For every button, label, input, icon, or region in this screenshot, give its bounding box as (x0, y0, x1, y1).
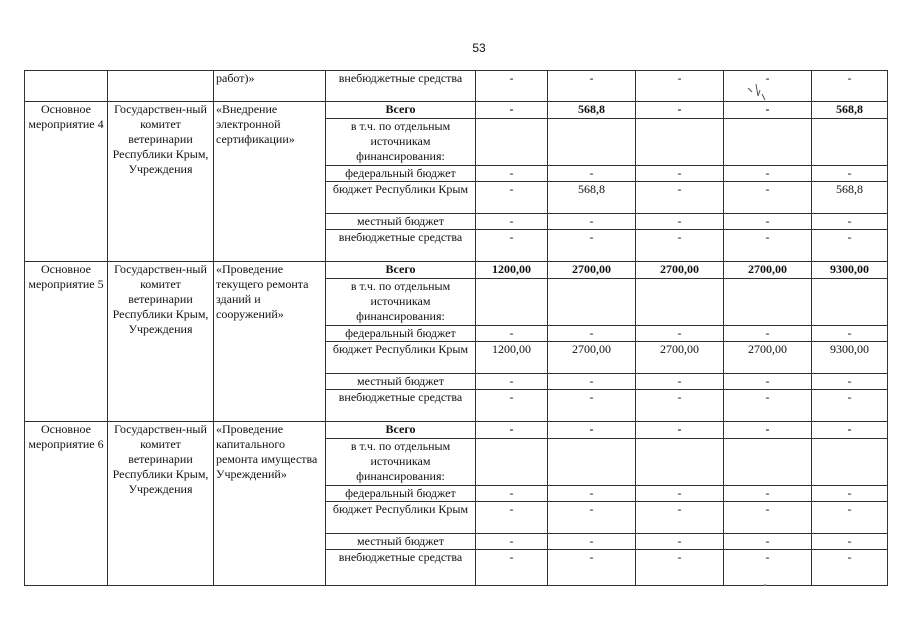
measure-cell: «Внедрение электронной сертификации» (214, 102, 326, 262)
funding-source-cell: Всего (326, 262, 476, 279)
value-cell: - (724, 214, 812, 230)
measure-cell: «Проведение текущего ремонта зданий и сооружений» (214, 262, 326, 422)
value-cell: - (812, 374, 888, 390)
funding-source-cell: федеральный бюджет (326, 486, 476, 502)
executor-cell (108, 71, 214, 102)
value-cell: - (636, 102, 724, 119)
funding-source-cell: внебюджетные средства (326, 550, 476, 586)
value-cell: 1200,00 (476, 262, 548, 279)
funding-source-cell: внебюджетные средства (326, 230, 476, 262)
value-cell: - (476, 374, 548, 390)
value-cell: - (636, 550, 724, 586)
value-cell: - (724, 534, 812, 550)
value-cell: - (724, 550, 812, 586)
value-cell: - (548, 534, 636, 550)
value-cell: - (724, 102, 812, 119)
value-cell: 2700,00 (636, 342, 724, 374)
value-cell: - (812, 502, 888, 534)
value-cell: - (636, 390, 724, 422)
value-cell: - (548, 326, 636, 342)
activity-cell: Основное мероприятие 6 (25, 422, 108, 586)
value-cell: 568,8 (548, 102, 636, 119)
value-cell (812, 279, 888, 326)
value-cell: - (724, 182, 812, 214)
funding-source-cell: федеральный бюджет (326, 166, 476, 182)
value-cell (724, 439, 812, 486)
value-cell (724, 279, 812, 326)
funding-source-cell: в т.ч. по отдельным источникам финансирования: (326, 279, 476, 326)
value-cell: - (812, 214, 888, 230)
value-cell: - (636, 166, 724, 182)
value-cell (812, 439, 888, 486)
value-cell: - (476, 486, 548, 502)
value-cell: - (476, 102, 548, 119)
executor-cell: Государствен-ный комитет ветеринарии Республики Крым, Учреждения (108, 262, 214, 422)
value-cell: - (724, 71, 812, 102)
budget-table (24, 70, 888, 586)
value-cell: - (476, 502, 548, 534)
value-cell: - (724, 502, 812, 534)
page-number: 53 (472, 41, 486, 55)
value-cell: - (812, 486, 888, 502)
executor-cell: Государствен-ный комитет ветеринарии Республики Крым, Учреждения (108, 422, 214, 586)
value-cell: 568,8 (812, 102, 888, 119)
funding-source-cell: местный бюджет (326, 374, 476, 390)
activity-cell (25, 71, 108, 102)
value-cell (548, 439, 636, 486)
value-cell: - (724, 390, 812, 422)
value-cell: - (812, 166, 888, 182)
value-cell: - (476, 390, 548, 422)
value-cell: - (476, 422, 548, 439)
value-cell: - (548, 230, 636, 262)
value-cell: - (636, 230, 724, 262)
value-cell: 9300,00 (812, 262, 888, 279)
activity-cell: Основное мероприятие 4 (25, 102, 108, 262)
value-cell: - (636, 214, 724, 230)
value-cell: - (636, 422, 724, 439)
value-cell: - (476, 166, 548, 182)
value-cell: - (548, 390, 636, 422)
value-cell: - (636, 534, 724, 550)
value-cell (812, 119, 888, 166)
value-cell: - (476, 71, 548, 102)
funding-source-cell: бюджет Республики Крым (326, 342, 476, 374)
value-cell: - (548, 71, 636, 102)
value-cell: - (812, 422, 888, 439)
value-cell: - (636, 182, 724, 214)
value-cell: 568,8 (812, 182, 888, 214)
value-cell (636, 119, 724, 166)
value-cell (548, 279, 636, 326)
measure-cell: работ)» (214, 71, 326, 102)
table-row (25, 422, 888, 439)
value-cell: - (476, 326, 548, 342)
value-cell: 568,8 (548, 182, 636, 214)
funding-source-cell: федеральный бюджет (326, 326, 476, 342)
funding-source-cell: местный бюджет (326, 534, 476, 550)
table-row (25, 102, 888, 119)
value-cell: - (812, 230, 888, 262)
value-cell: - (724, 326, 812, 342)
value-cell (476, 439, 548, 486)
value-cell (636, 439, 724, 486)
value-cell: 2700,00 (724, 342, 812, 374)
value-cell: - (724, 422, 812, 439)
value-cell: - (812, 534, 888, 550)
value-cell: 2700,00 (548, 342, 636, 374)
value-cell: - (548, 166, 636, 182)
value-cell: - (548, 374, 636, 390)
value-cell: - (724, 166, 812, 182)
value-cell: - (476, 182, 548, 214)
value-cell: - (724, 230, 812, 262)
activity-cell: Основное мероприятие 5 (25, 262, 108, 422)
value-cell (724, 119, 812, 166)
value-cell: - (812, 71, 888, 102)
value-cell: - (636, 71, 724, 102)
funding-source-cell: внебюджетные средства (326, 390, 476, 422)
executor-cell: Государствен-ный комитет ветеринарии Республики Крым, Учреждения (108, 102, 214, 262)
value-cell: 2700,00 (548, 262, 636, 279)
value-cell: - (476, 550, 548, 586)
value-cell (548, 119, 636, 166)
value-cell: - (724, 374, 812, 390)
funding-source-cell: внебюджетные средства (326, 71, 476, 102)
value-cell: 2700,00 (636, 262, 724, 279)
value-cell: 9300,00 (812, 342, 888, 374)
value-cell: - (636, 502, 724, 534)
value-cell: - (636, 326, 724, 342)
value-cell: - (548, 486, 636, 502)
measure-cell: «Проведение капитального ремонта имущества Учреждений» (214, 422, 326, 586)
pen-mark (746, 82, 768, 102)
value-cell (476, 279, 548, 326)
value-cell: - (636, 374, 724, 390)
funding-source-cell: бюджет Республики Крым (326, 182, 476, 214)
value-cell: - (548, 502, 636, 534)
value-cell: 2700,00 (724, 262, 812, 279)
value-cell (476, 119, 548, 166)
funding-source-cell: в т.ч. по отдельным источникам финансирования: (326, 119, 476, 166)
value-cell: - (548, 214, 636, 230)
funding-source-cell: в т.ч. по отдельным источникам финансирования: (326, 439, 476, 486)
value-cell: - (476, 230, 548, 262)
value-cell: - (476, 214, 548, 230)
value-cell: - (812, 390, 888, 422)
funding-source-cell: Всего (326, 102, 476, 119)
value-cell: - (476, 534, 548, 550)
value-cell: - (812, 326, 888, 342)
funding-source-cell: Всего (326, 422, 476, 439)
value-cell: - (548, 422, 636, 439)
funding-source-cell: местный бюджет (326, 214, 476, 230)
value-cell: - (636, 486, 724, 502)
value-cell (636, 279, 724, 326)
speck (764, 584, 766, 586)
value-cell: - (548, 550, 636, 586)
value-cell: - (812, 550, 888, 586)
funding-source-cell: бюджет Республики Крым (326, 502, 476, 534)
value-cell: - (724, 486, 812, 502)
table-row (25, 262, 888, 279)
value-cell: 1200,00 (476, 342, 548, 374)
